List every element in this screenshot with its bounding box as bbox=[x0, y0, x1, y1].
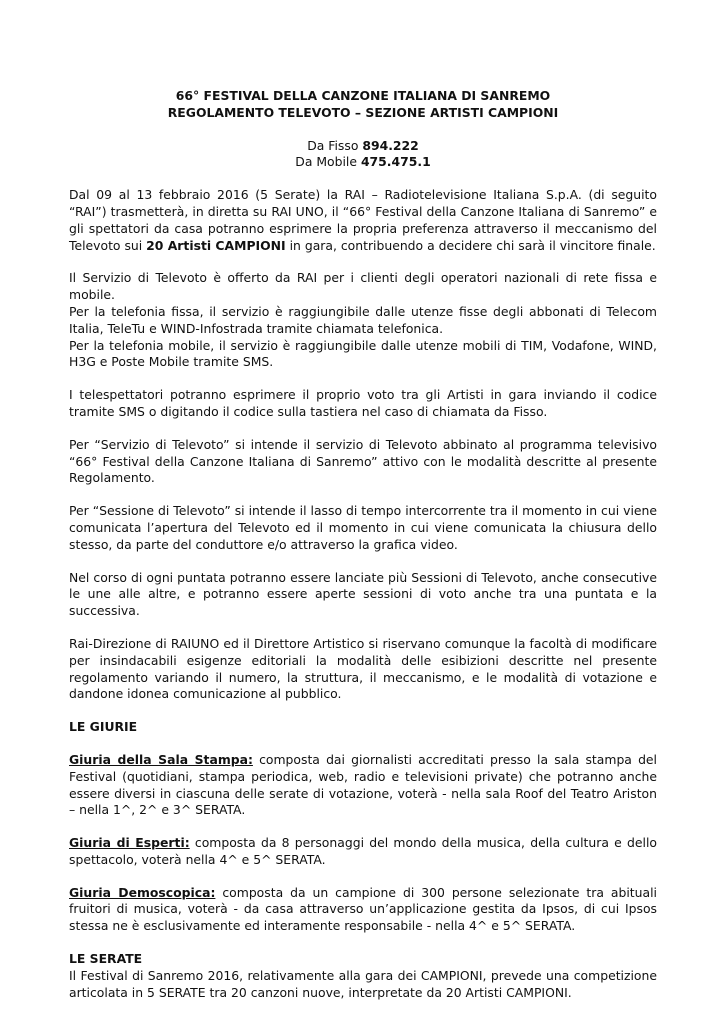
service-line-1: Il Servizio di Televoto è offerto da RAI per i clienti degli operatori nazionali di rete fissa e mobile. bbox=[69, 270, 657, 303]
giuria-stampa-paragraph bbox=[69, 752, 657, 819]
giuria-stampa-title: Giuria della Sala Stampa: bbox=[69, 751, 253, 767]
title-line-2: REGOLAMENTO TELEVOTO – SEZIONE ARTISTI CAMPIONI bbox=[167, 104, 559, 120]
fisso-label: Da Fisso bbox=[307, 137, 363, 153]
sessions-paragraph: Nel corso di ogni puntata potranno essere lanciate più Sessioni di Televoto, anche consecutive le une alle altre, e potranno essere aperte sessioni di voto anche tra una puntata e la successiva. bbox=[69, 569, 657, 619]
intro-artists: 20 Artisti CAMPIONI bbox=[146, 237, 286, 253]
document-title bbox=[69, 88, 657, 122]
giuria-demoscopica-paragraph bbox=[69, 885, 657, 935]
fisso-line bbox=[69, 138, 657, 155]
vote-paragraph: I telespettatori potranno esprimere il proprio voto tra gli Artisti in gara inviando il codice tramite SMS o digitando il codice sulla tastiera nel caso di chiamata da Fisso. bbox=[69, 387, 657, 419]
rai-paragraph: Rai-Direzione di RAIUNO ed il Direttore Artistico si riservano comunque la facoltà di modificare per insindacabili esigenze editoriali la modalità delle esibizioni descritte nel presente regolamento variando il numero, la struttura, il meccanismo, e le modalità di votazione e dandone idonea comunicazione al pubblico. bbox=[69, 635, 657, 702]
serate-heading: LE SERATE bbox=[69, 951, 143, 967]
giurie-heading: LE GIURIE bbox=[69, 719, 138, 735]
intro-paragraph bbox=[69, 187, 657, 254]
document-page bbox=[69, 88, 657, 1001]
mobile-number: 475.475.1 bbox=[360, 154, 431, 170]
giuria-demoscopica-title: Giuria Demoscopica: bbox=[69, 884, 216, 900]
service-paragraph bbox=[69, 270, 657, 371]
serate-paragraph: Il Festival di Sanremo 2016, relativamente alla gara dei CAMPIONI, prevede una competizione articolata in 5 SERATE tra 20 canzoni nuove, interpretate da 20 Artisti CAMPIONI. bbox=[69, 967, 657, 1000]
giuria-stampa-text: composta dai giornalisti accreditati presso la sala stampa del Festival (quotidiani, stampa periodica, web, radio e televisioni private) che potranno anche essere diversi in ciascuna delle serate di votazione, voterà - nella sala Roof del Teatro Ariston – nella 1^, 2^ e 3^ SERATA. bbox=[69, 751, 657, 818]
mobile-line bbox=[69, 154, 657, 171]
giuria-esperti-paragraph bbox=[69, 835, 657, 869]
phone-numbers bbox=[69, 138, 657, 172]
intro-text-a: Dal 09 al 13 febbraio 2016 (5 Serate) la RAI – Radiotelevisione Italiana S.p.A. (di seguito “RAI”) trasmetterà, in diretta su RAI UNO, il “66° Festival della Canzone Italiana di Sanremo” e gli spettatori da casa potranno esprimere la propria preferenza attraverso il meccanismo del Televoto sui bbox=[69, 187, 657, 253]
giuria-esperti-title: Giuria di Esperti: bbox=[69, 835, 190, 851]
giuria-demoscopica-text: composta da un campione di 300 persone selezionate tra abituali fruitori di musica, voterà - da casa attraverso un’applicazione gestita da Ipsos, di cui Ipsos stessa ne è esclusivamente ed interamente responsabile - nella 4^ e 5^ SERATA. bbox=[69, 884, 657, 934]
definition-service-paragraph: Per “Servizio di Televoto” si intende il servizio di Televoto abbinato al programma televisivo “66° Festival della Canzone Italiana di Sanremo” attivo con le modalità descritte al presente Regolamento. bbox=[69, 436, 657, 486]
intro-text-b: in gara, contribuendo a decidere chi sarà il vincitore finale. bbox=[285, 237, 656, 253]
definition-session-paragraph: Per “Sessione di Televoto” si intende il lasso di tempo intercorrente tra il momento in cui viene comunicata l’apertura del Televoto ed il momento in cui viene comunicata la chiusura dello stesso, da parte del conduttore e/o attraverso la grafica video. bbox=[69, 503, 657, 552]
fisso-number: 894.222 bbox=[362, 137, 419, 153]
title-line-1: 66° FESTIVAL DELLA CANZONE ITALIANA DI SANREMO bbox=[175, 88, 551, 103]
giuria-esperti-text: composta da 8 personaggi del mondo della musica, della cultura e dello spettacolo, voterà nella 4^ e 5^ SERATA. bbox=[69, 835, 657, 867]
mobile-label: Da Mobile bbox=[295, 154, 361, 170]
service-line-3: Per la telefonia mobile, il servizio è raggiungibile dalle utenze mobili di TIM, Vodafone, WIND, H3G e Poste Mobile tramite SMS. bbox=[69, 337, 657, 370]
service-line-2: Per la telefonia fissa, il servizio è raggiungibile dalle utenze fisse degli abbonati di Telecom Italia, TeleTu e WIND-Infostrada tramite chiamata telefonica. bbox=[69, 303, 657, 336]
